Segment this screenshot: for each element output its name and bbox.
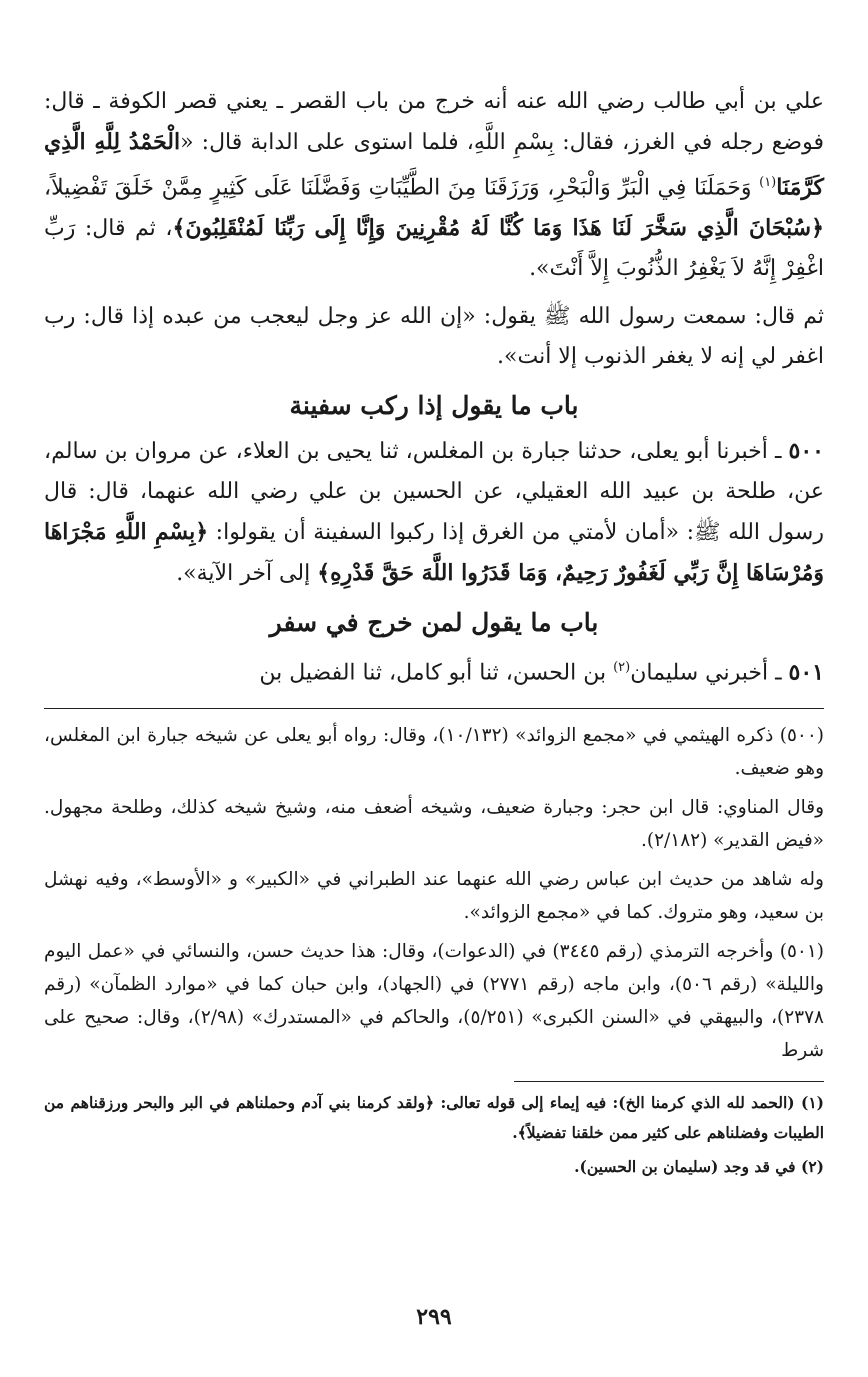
footnote-2: (٢) في قد وجد (سليمان بن الحسين). bbox=[574, 1156, 824, 1176]
footnote-ref-1: (١) bbox=[759, 175, 777, 190]
quran-verse: ﴿سُبْحَانَ الَّذِي سَخَّرَ لَنَا هَذَا وَمَا كُنَّا لَهُ مُقْرِنِينَ وَإِنَّا إِلَى رَبِّنَا لَمُنْقَلِبُونَ﴾ bbox=[172, 215, 824, 242]
text-segment: وَحَمَلَنَا فِي الْبَرِّ وَالْبَحْرِ، وَرَزَقَنَا مِنَ الطَّيِّبَاتِ وَفَضَّلَنَا عَلَى كَثِيرٍ مِمَّنْ خَلَقَ تَفْضِيلاً، bbox=[44, 175, 760, 201]
text-segment: بن الحسن، ثنا أبو كامل، ثنا الفضيل بن bbox=[259, 660, 614, 686]
paragraph-500 bbox=[44, 431, 824, 594]
notes-separator bbox=[44, 708, 824, 709]
text-segment: إلى آخر الآية». bbox=[176, 561, 318, 587]
chapter-heading-travel: باب ما يقول لمن خرج في سفر bbox=[269, 608, 599, 638]
page-number: ٢٩٩ bbox=[416, 1304, 452, 1330]
note: (٥٠١) وأخرجه الترمذي (رقم ٣٤٤٥) في (الدعوات)، وقال: هذا حديث حسن، والنسائي في «عمل اليوم والليلة» (رقم ٥٠٦)، وابن ماجه (رقم ٢٧٧١) في (الجهاد)، وابن حبان كما في «موارد الظمآن» (رقم ٢٣٧٨)، والبيهقي في «السنن الكبرى» (٥/٢٥١)، والحاكم في «المستدرك» (٢/٩٨)، وقال: صحيح على شرط bbox=[44, 940, 824, 1061]
takhrij-notes bbox=[44, 719, 824, 1067]
text-segment: ـ أخبرني سليمان bbox=[630, 660, 789, 686]
hadith-number: ٥٠١ bbox=[788, 659, 824, 686]
paragraph-hadith: ثم قال: سمعت رسول الله ﷺ يقول: «إن الله عز وجل ليعجب من عبده إذا قال: رب اغفر لي إنه لا يغفر الذنوب إلا أنت». bbox=[44, 304, 824, 370]
main-text bbox=[44, 82, 824, 694]
note: وقال المناوي: قال ابن حجر: وجبارة ضعيف، وشيخه أضعف منه، وشيخ شيخه كذلك، وطلحة مجهول. «فيض القدير» (٢/١٨٢). bbox=[44, 796, 824, 851]
footnote-separator bbox=[514, 1081, 824, 1082]
note: وله شاهد من حديث ابن عباس رضي الله عنهما عند الطبراني في «الكبير» و «الأوسط»، وفيه نهشل بن سعيد، وهو متروك. كما في «مجمع الزوائد». bbox=[44, 868, 824, 923]
footnote-ref-2: (٢) bbox=[613, 660, 631, 676]
footnote-1: (١) (الحمد لله الذي كرمنا الخ): فيه إيماء إلى قوله تعالى: ﴿ولقد كرمنا بني آدم وحملناهم في البر والبحر ورزقناهم من الطيبات وفضلناهم على كثير ممن خلقنا تفضيلاً﴾. bbox=[44, 1092, 824, 1142]
paragraph-501 bbox=[44, 648, 824, 693]
footnotes bbox=[44, 1088, 824, 1182]
text-segment: علي بن أبي طالب رضي الله عنه أنه خرج من باب القصر ـ يعني قصر الكوفة ـ قال: فوضع رجله في الغرز، فقال: بِسْمِ اللَّهِ، فلما استوى على الدابة قال: « bbox=[44, 89, 824, 155]
chapter-heading-ship: باب ما يقول إذا ركب سفينة bbox=[289, 391, 579, 421]
quran-phrase: الْحَمْدُ لِلَّهِ الَّذِي كَرَّمَنَا bbox=[44, 129, 824, 201]
hadith-number: ٥٠٠ bbox=[788, 438, 824, 465]
note: (٥٠٠) ذكره الهيثمي في «مجمع الزوائد» (١٠/١٣٢)، وقال: رواه أبو يعلى عن شيخه جبارة ابن المغلس، وهو ضعيف. bbox=[44, 724, 824, 779]
text-segment: ـ أخبرنا أبو يعلى، حدثنا جبارة بن المغلس، ثنا يحيى بن العلاء، عن مروان بن سالم، عن، طلحة بن عبيد الله العقيلي، عن الحسين بن علي رضي الله عنهما، قال: قال رسول الله ﷺ: «أمان لأمتي من الغرق إذا ركبوا السفينة أن يقولوا: bbox=[44, 439, 824, 546]
quran-verse: ﴿بِسْمِ اللَّهِ مَجْرَاهَا وَمُرْسَاهَا إِنَّ رَبِّي لَغَفُورٌ رَحِيمٌ، وَمَا قَدَرُوا اللَّهَ حَقَّ قَدْرِهِ﴾ bbox=[44, 519, 824, 587]
text-segment: ، ثم قال: رَبِّ اغْفِرْ إِنَّهُ لاَ يَغْفِرُ الذُّنُوبَ إِلاَّ أَنْتَ». bbox=[44, 216, 824, 282]
paragraph-riding-dua bbox=[44, 82, 824, 289]
